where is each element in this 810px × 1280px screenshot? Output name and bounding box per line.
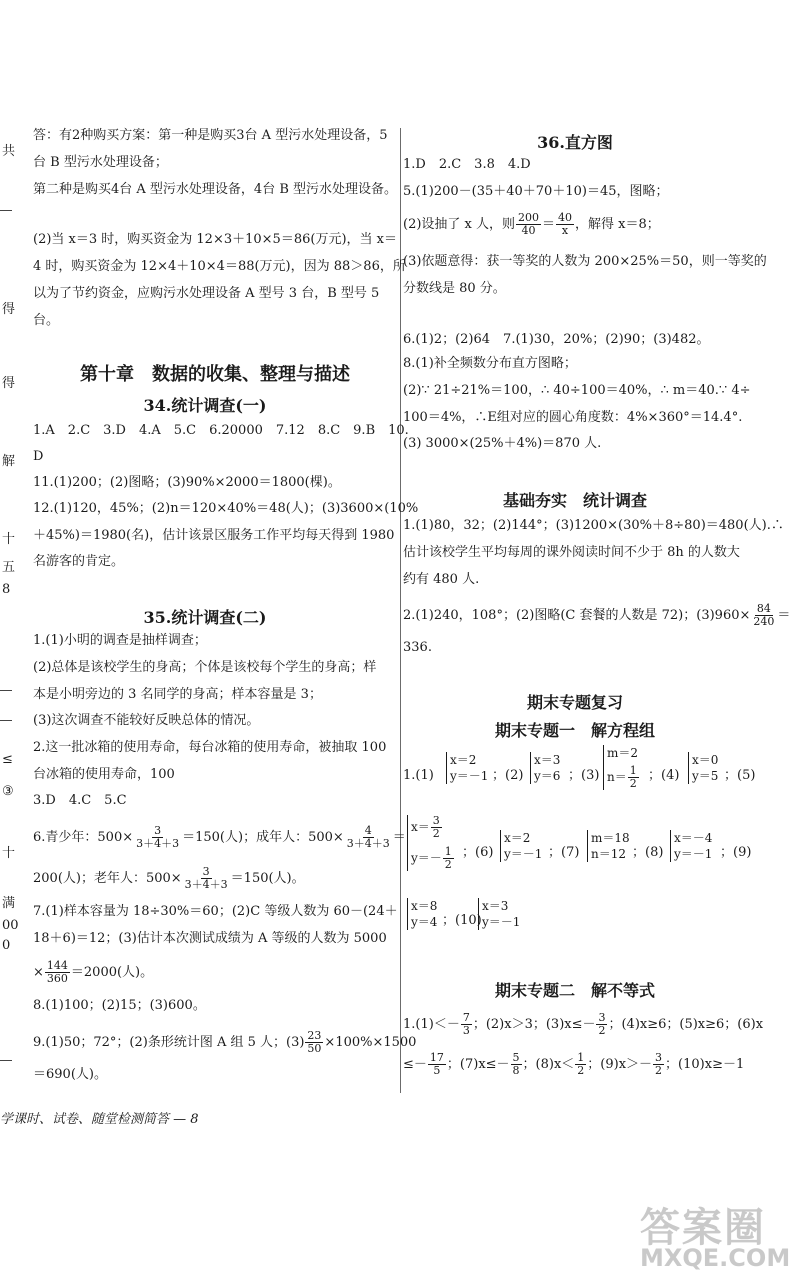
equation-system: m＝18 n＝12 (587, 830, 630, 862)
text-line: 336. (403, 640, 432, 655)
equation-system: x＝ $\frac{3}{2}$ y＝－ $\frac{1}{2}$ (407, 815, 455, 871)
edge-char: 十 (2, 532, 16, 547)
fraction: $\frac{7}{3}$ (462, 1011, 470, 1037)
text-line: 答：有2种购买方案：第一种是购买3台 A 型污水处理设备，5 (33, 128, 388, 143)
fraction: $\frac{3}{3+4+3}$ (184, 865, 228, 891)
watermark-logo: 答案圈 (640, 1204, 766, 1251)
text-line-with-fractions: 2.(1)240，108°；(2)图略(C 套餐的人数是 72)；(3)960× $\frac{84}{240}$ ＝ (403, 602, 791, 628)
text-line-with-fractions: × $\frac{144}{360}$ ＝2000(人)。 (33, 959, 154, 985)
text-line: 2.这一批冰箱的使用寿命，每台冰箱的使用寿命，被抽取 100 (33, 740, 387, 755)
edge-char: 共 (2, 144, 16, 159)
fraction: $\frac{17}{5}$ (429, 1051, 444, 1077)
text-line: 5.(1)200－(35＋40＋70＋10)＝45，图略； (403, 184, 669, 199)
equation-system: x＝2 y＝－1 (446, 752, 488, 784)
edge-rule (0, 210, 12, 211)
text-line-with-fractions: 9.(1)50；72°；(2)条形统计图 A 组 5 人；(3) $\frac{23}{50}$ ×100%×1500 (33, 1029, 417, 1055)
text-line: 名游客的肯定。 (33, 554, 125, 569)
text-line: 约有 480 人. (403, 572, 480, 587)
text-line-with-fractions: 1.(1)＜－ $\frac{7}{3}$ ；(2)x＞3；(3)x≤－ $\frac{3}{2}$ ；(4)x≥6；(5)x≥6；(6)x (403, 1011, 764, 1037)
fraction: $\frac{40}{x}$ (558, 211, 573, 237)
text-line: 100＝4%，∴E组对应的圆心角度数：4%×360°＝14.4°. (403, 410, 743, 425)
text-line: (3) 3000×(25%＋4%)＝870 人. (403, 436, 602, 451)
edge-char: 满 (2, 896, 16, 911)
equation-system: m＝2 n＝ $\frac{1}{2}$ (603, 745, 640, 790)
text-line: 本是小明旁边的 3 名同学的身高；样本容量是 3； (33, 687, 322, 702)
text-line: (2)当 x＝3 时，购买资金为 12×3＋10×5＝86(万元)，当 x＝ (33, 232, 397, 247)
text-line: 第二种是购买4台 A 型污水处理设备，4台 B 型污水处理设备。 (33, 182, 398, 197)
fraction: $\frac{4}{3+4+3}$ (346, 824, 390, 850)
edge-char: 得 (2, 376, 16, 391)
text-line: 1.A 2.C 3.D 4.A 5.C 6.20000 7.12 8.C 9.B 10. (33, 423, 409, 438)
equation-system: x＝3 y＝－1 (478, 898, 520, 930)
edge-rule (0, 690, 12, 691)
equation-system: x＝2 y＝－1 (500, 830, 542, 862)
equation-system: x＝0 y＝5 (688, 752, 718, 784)
text-line: 以为了节约资金，应购污水处理设备 A 型号 3 台，B 型号 5 (33, 286, 380, 301)
edge-char: 十 (2, 846, 16, 861)
text-line: 7.(1)样本容量为 18÷30%＝60；(2)C 等级人数为 60－(24＋ (33, 904, 398, 919)
equation-system: x＝8 y＝4 (407, 898, 437, 930)
text-line: 台 B 型污水处理设备； (33, 155, 168, 170)
fraction: $\frac{1}{2}$ (577, 1051, 585, 1077)
text-line-with-fractions: ≤－ $\frac{17}{5}$ ；(7)x≤－ $\frac{5}{8}$ ；(8)x＜ $\frac{1}{2}$ ；(9)x＞－ $\frac{3}{2}$ ；(10)x≥－1 (403, 1051, 745, 1077)
fraction: $\frac{200}{40}$ (518, 211, 540, 237)
text-line: 8.(1)100；(2)15；(3)600。 (33, 998, 206, 1013)
text-line: 1.(1)80，32；(2)144°；(3)1200×(30%＋8÷80)＝480(人).∴ (403, 518, 784, 533)
text-line: 11.(1)200；(2)图略；(3)90%×2000＝1800(棵)。 (33, 475, 341, 490)
text-line-with-fractions: (2)设抽了 x 人，则 $\frac{200}{40}$ ＝ $\frac{40}{x}$ ，解得 x＝8； (403, 211, 660, 237)
edge-rule (0, 720, 12, 721)
edge-char: 得 (2, 302, 16, 317)
section-title: 35.统计调查(二) (143, 608, 267, 627)
text-line: 3.D 4.C 5.C (33, 793, 127, 808)
edge-char: 0 (2, 938, 11, 953)
text-line: D (33, 449, 44, 464)
edge-char: 解 (2, 454, 16, 469)
section-title: 基础夯实 统计调查 (502, 491, 647, 510)
text-line: ＝690(人)。 (33, 1067, 107, 1082)
text-line: 1.(1)小明的调查是抽样调查； (33, 633, 207, 648)
eq-label: 1.(1) (403, 768, 434, 783)
text-line-with-fractions: 200(人)；老年人：500× $\frac{3}{3+4+3}$ ＝150(人)。 (33, 865, 305, 891)
eq-label: ；(5) (724, 768, 756, 783)
edge-char: ③ (2, 784, 14, 799)
watermark-url: MXQE.COM (640, 1244, 791, 1272)
section-title: 34.统计调查(一) (143, 396, 267, 415)
eq-label: ；(6) (462, 845, 494, 860)
text-line: 4 时，购买资金为 12×4＋10×4＝88(万元)，因为 88＞86，所 (33, 259, 406, 274)
edge-rule (0, 1060, 12, 1061)
fraction: $\frac{3}{2}$ (598, 1011, 606, 1037)
eq-label: ；(9) (720, 845, 752, 860)
text-line: (3)这次调查不能较好反映总体的情况。 (33, 713, 260, 728)
edge-char: 00 (2, 918, 19, 933)
eq-label: ；(10) (442, 913, 482, 928)
text-line: (3)依题意得：获一等奖的人数为 200×25%＝50，则一等奖的 (403, 254, 767, 269)
edge-char: ≤ (2, 752, 13, 767)
eq-label: ；(3) (568, 768, 600, 783)
text-line: 8.(1)补全频数分布直方图略； (403, 356, 577, 371)
equation-system: x＝3 y＝6 (530, 752, 560, 784)
eq-label: ；(8) (632, 845, 664, 860)
section-title: 期末专题二 解不等式 (494, 981, 655, 1000)
text-line: (2)总体是该校学生的身高；个体是该校每个学生的身高；样 (33, 660, 377, 675)
text-line: 6.(1)2；(2)64 7.(1)30，20%；(2)90；(3)482。 (403, 332, 710, 347)
eq-label: ；(2) (492, 768, 524, 783)
text-line: 台。 (33, 313, 60, 328)
equation-system: x＝－4 y＝－1 (670, 830, 712, 862)
text-line: 18＋6)＝12；(3)估计本次测试成绩为 A 等级的人数为 5000 (33, 931, 387, 946)
fraction: $\frac{3}{2}$ (655, 1051, 663, 1077)
fraction: $\frac{144}{360}$ (46, 959, 68, 985)
section-title: 期末专题复习 (526, 693, 623, 712)
fraction: $\frac{23}{50}$ (307, 1029, 322, 1055)
text-line: 1.D 2.C 3.8 4.D (403, 157, 531, 172)
text-line: 分数线是 80 分。 (403, 281, 506, 296)
eq-label: ；(7) (548, 845, 580, 860)
text-line: (2)∵ 21÷21%＝100，∴ 40÷100＝40%，∴ m＝40.∵ 4÷ (403, 383, 751, 398)
text-line: 12.(1)120，45%；(2)n＝120×40%＝48(人)；(3)3600×(10% (33, 501, 419, 516)
text-line: 估计该校学生平均每周的课外阅读时间不少于 8h 的人数大 (403, 545, 740, 560)
edge-char: 8 (2, 582, 11, 597)
text-line: 台冰箱的使用寿命，100 (33, 767, 175, 782)
text-line-with-fractions: 6.青少年：500× $\frac{3}{3+4+3}$ ＝150(人)；成年人：500× $\frac{4}{3+4+3}$ ＝ (33, 824, 406, 850)
fraction: $\frac{5}{8}$ (512, 1051, 520, 1077)
section-title: 期末专题一 解方程组 (494, 721, 655, 740)
page-footer: 学课时、试卷、随堂检测简答 — 8 (0, 1112, 199, 1127)
fraction: $\frac{3}{3+4+3}$ (136, 824, 180, 850)
fraction: $\frac{84}{240}$ (753, 602, 775, 628)
chapter-title: 第十章 数据的收集、整理与描述 (80, 364, 350, 385)
section-title: 36.直方图 (537, 133, 613, 152)
text-line: ＋45%)＝1980(名)，估计该景区服务工作平均每天得到 1980 (33, 528, 395, 543)
eq-label: ；(4) (648, 768, 680, 783)
edge-char: 五 (2, 560, 16, 575)
